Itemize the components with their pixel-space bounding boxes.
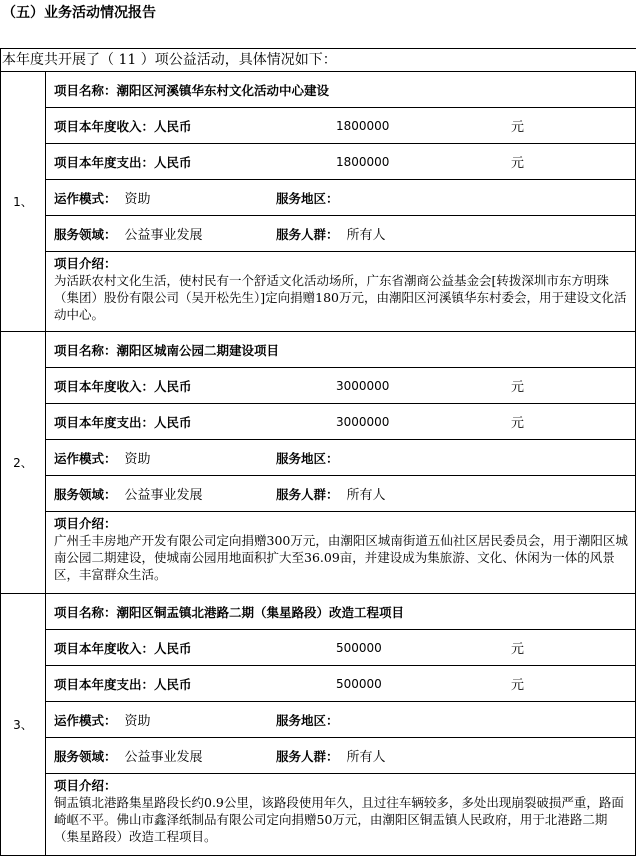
income-amount: 1800000: [336, 118, 390, 133]
people-cell: [276, 484, 386, 503]
description-label: 项目介绍：: [54, 778, 117, 793]
area-label: 服务地区：: [276, 190, 339, 206]
mode-value: 资助: [124, 714, 151, 729]
project-body: [46, 594, 636, 855]
mode-label: 运作模式：: [54, 450, 117, 466]
mode-value: 资助: [124, 192, 151, 207]
field-value: 公益事业发展: [124, 750, 203, 765]
area-label: 服务地区：: [276, 450, 339, 466]
projects-table: [0, 72, 636, 856]
expense-amount: 500000: [336, 676, 382, 691]
description-cell: [46, 252, 635, 326]
income-amount: 3000000: [336, 378, 390, 393]
description-text: 为活跃农村文化生活，使村民有一个舒适文化活动场所，广东省潮商公益基金会[转拨深圳市东方明珠（集团）股份有限公司（吴开松先生）]定向捐赠180万元，由潮阳区河溪镇华东村委会，用于建设文化活动中心。: [54, 273, 627, 322]
name-label: 项目名称：: [54, 82, 117, 98]
income-unit: 元: [511, 120, 525, 135]
project-block: [0, 332, 636, 594]
mode-row: [46, 180, 635, 216]
income-amount: 500000: [336, 640, 382, 655]
description-cell: [46, 774, 635, 848]
people-cell: [276, 746, 386, 765]
expense-unit: 元: [511, 416, 525, 431]
field-value: 公益事业发展: [124, 488, 203, 503]
income-row: [46, 368, 635, 404]
intro-line: 本年度共开展了（ 11 ）项公益活动，具体情况如下：: [0, 48, 636, 72]
income-label: 项目本年度收入：人民币: [54, 378, 192, 394]
section-title: （五）业务活动情况报告: [2, 5, 156, 21]
field-label: 服务领域：: [54, 486, 117, 502]
income-unit: 元: [511, 642, 525, 657]
people-label: 服务人群：: [276, 486, 339, 502]
area-cell: [276, 711, 347, 729]
people-cell: [276, 224, 386, 243]
expense-label: 项目本年度支出：人民币: [54, 676, 192, 692]
mode-row: [46, 702, 635, 738]
project-name-row: [46, 594, 635, 630]
income-label: 项目本年度收入：人民币: [54, 118, 192, 134]
expense-amount: 3000000: [336, 414, 390, 429]
field-label: 服务领域：: [54, 226, 117, 242]
project-number: 3、: [1, 594, 46, 855]
project-number: 1、: [1, 72, 46, 331]
project-name-row: [46, 332, 635, 368]
description-label: 项目介绍：: [54, 256, 117, 271]
income-row: [46, 630, 635, 666]
expense-unit: 元: [511, 678, 525, 693]
people-value: 所有人: [346, 228, 386, 243]
name-label: 项目名称：: [54, 342, 117, 358]
field-value: 公益事业发展: [124, 228, 203, 243]
expense-row: [46, 404, 635, 440]
field-row: [46, 216, 635, 252]
people-value: 所有人: [346, 750, 386, 765]
project-name: 潮阳区河溪镇华东村文化活动中心建设: [116, 82, 330, 98]
expense-row: [46, 666, 635, 702]
description-text: 广州壬丰房地产开发有限公司定向捐赠300万元，由潮阳区城南街道五仙社区居民委员会，用于潮阳区城南公园二期建设，使城南公园用地面积扩大至36.09亩，并建设成为集旅游、文化、休闲为一体的风景区，丰富群众生活。: [54, 533, 628, 582]
area-label: 服务地区：: [276, 712, 339, 728]
description-label: 项目介绍：: [54, 516, 117, 531]
project-name: 潮阳区铜盂镇北港路二期（集星路段）改造工程项目: [116, 604, 405, 620]
mode-label: 运作模式：: [54, 190, 117, 206]
expense-row: [46, 144, 635, 180]
description-cell: [46, 512, 635, 586]
project-name: 潮阳区城南公园二期建设项目: [116, 342, 280, 358]
expense-unit: 元: [511, 156, 525, 171]
mode-row: [46, 440, 635, 476]
people-label: 服务人群：: [276, 226, 339, 242]
field-label: 服务领域：: [54, 748, 117, 764]
description-text: 铜盂镇北港路集星路段长约0.9公里，该路段使用年久，且过往车辆较多，多处出现崩裂破损严重，路面崎岖不平。佛山市鑫泽纸制品有限公司定向捐赠50万元，由潮阳区铜盂镇人民政府，用于北港路二期（集星路段）改造工程项目。: [54, 795, 624, 844]
people-label: 服务人群：: [276, 748, 339, 764]
project-body: [46, 72, 636, 331]
income-label: 项目本年度收入：人民币: [54, 640, 192, 656]
expense-label: 项目本年度支出：人民币: [54, 414, 192, 430]
mode-label: 运作模式：: [54, 712, 117, 728]
mode-value: 资助: [124, 452, 151, 467]
name-label: 项目名称：: [54, 604, 117, 620]
project-block: [0, 72, 636, 332]
area-cell: [276, 449, 347, 467]
field-row: [46, 476, 635, 512]
expense-amount: 1800000: [336, 154, 390, 169]
expense-label: 项目本年度支出：人民币: [54, 154, 192, 170]
project-name-row: [46, 72, 635, 108]
field-row: [46, 738, 635, 774]
people-value: 所有人: [346, 488, 386, 503]
income-unit: 元: [511, 380, 525, 395]
project-body: [46, 332, 636, 593]
area-cell: [276, 189, 347, 207]
income-row: [46, 108, 635, 144]
project-number: 2、: [1, 332, 46, 593]
project-block: [0, 594, 636, 856]
